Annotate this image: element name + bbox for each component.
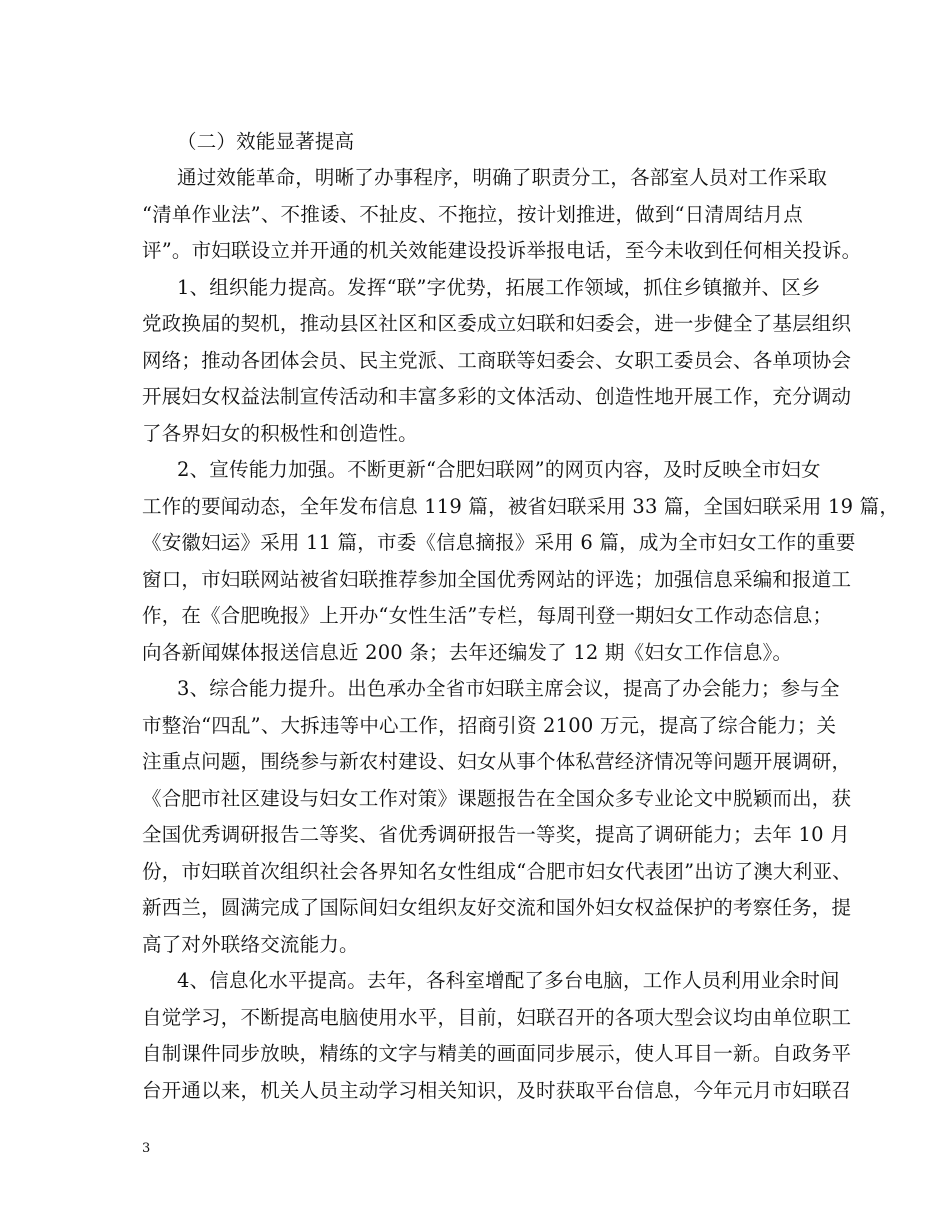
paragraph-line: 网络；推动各团体会员、民主党派、工商联等妇委会、女职工委员会、各单项协会 — [142, 349, 852, 372]
paragraph-line: 3、综合能力提升。出色承办全省市妇联主席会议，提高了办会能力；参与全 — [177, 677, 840, 700]
paragraph-line: 新西兰，圆满完成了国际间妇女组织友好交流和国外妇女权益保护的考察任务，提 — [142, 896, 852, 919]
paragraph-line: 份，市妇联首次组织社会各界知名女性组成“合肥市妇女代表团”出访了澳大利亚、 — [142, 860, 852, 883]
paragraph-line: 自制课件同步放映，精练的文字与精美的画面同步展示，使人耳目一新。自政务平 — [142, 1042, 852, 1065]
paragraph-line: 市整治“四乱”、大拆违等中心工作，招商引资 2100 万元，提高了综合能力；关 — [142, 714, 837, 737]
paragraph-line: 高了对外联络交流能力。 — [142, 933, 359, 956]
page-number: 3 — [142, 1141, 151, 1156]
paragraph-line: 4、信息化水平提高。去年，各科室增配了多台电脑，工作人员利用业余时间 — [177, 969, 840, 992]
paragraph-line: 评”。市妇联设立并开通的机关效能建设投诉举报电话，至今未收到任何相关投诉。 — [142, 239, 862, 262]
paragraph-line: 工作的要闻动态，全年发布信息 119 篇，被省妇联采用 33 篇，全国妇联采用 19 篇， — [142, 495, 900, 518]
paragraph-line: 自觉学习，不断提高电脑使用水平，目前，妇联召开的各项大型会议均由单位职工 — [142, 1006, 852, 1029]
paragraph-line: 2、宣传能力加强。不断更新“合肥妇联网”的网页内容，及时反映全市妇女 — [177, 458, 821, 481]
paragraph-line: 通过效能革命，明晰了办事程序，明确了职责分工，各部室人员对工作采取 — [177, 166, 828, 189]
paragraph-line: 向各新闻媒体报送信息近 200 条；去年还编发了 12 期《妇女工作信息》。 — [142, 641, 793, 664]
paragraph-line: “清单作业法”、不推诿、不扯皮、不拖拉，按计划推进，做到“日清周结月点 — [142, 203, 803, 226]
paragraph-line: 全国优秀调研报告二等奖、省优秀调研报告一等奖，提高了调研能力；去年 10 月 — [142, 823, 850, 846]
paragraph-line: 党政换届的契机，推动县区社区和区委成立妇联和妇委会，进一步健全了基层组织 — [142, 312, 852, 335]
paragraph-line: 注重点问题，围绕参与新农村建设、妇女从事个体私营经济情况等问题开展调研， — [142, 750, 852, 773]
paragraph-line: 作，在《合肥晚报》上开办“女性生活”专栏，每周刊登一期妇女工作动态信息； — [142, 604, 833, 627]
paragraph-line: 窗口，市妇联网站被省妇联推荐参加全国优秀网站的评选；加强信息采编和报道工 — [142, 568, 852, 591]
paragraph-line: 开展妇女权益法制宣传活动和丰富多彩的文体活动、创造性地开展工作，充分调动 — [142, 385, 852, 408]
paragraph-line: 《安徽妇运》采用 11 篇，市委《信息摘报》采用 6 篇，成为全市妇女工作的重要 — [142, 531, 856, 554]
paragraph-line: 《合肥市社区建设与妇女工作对策》课题报告在全国众多专业论文中脱颖而出，获 — [142, 787, 852, 810]
section-heading: （二）效能显著提高 — [177, 130, 355, 153]
paragraph-line: 1、组织能力提高。发挥“联”字优势，拓展工作领域，抓住乡镇撤并、区乡 — [177, 276, 821, 299]
paragraph-line: 台开通以来，机关人员主动学习相关知识，及时获取平台信息，今年元月市妇联召 — [142, 1079, 852, 1102]
paragraph-line: 了各界妇女的积极性和创造性。 — [142, 422, 418, 445]
